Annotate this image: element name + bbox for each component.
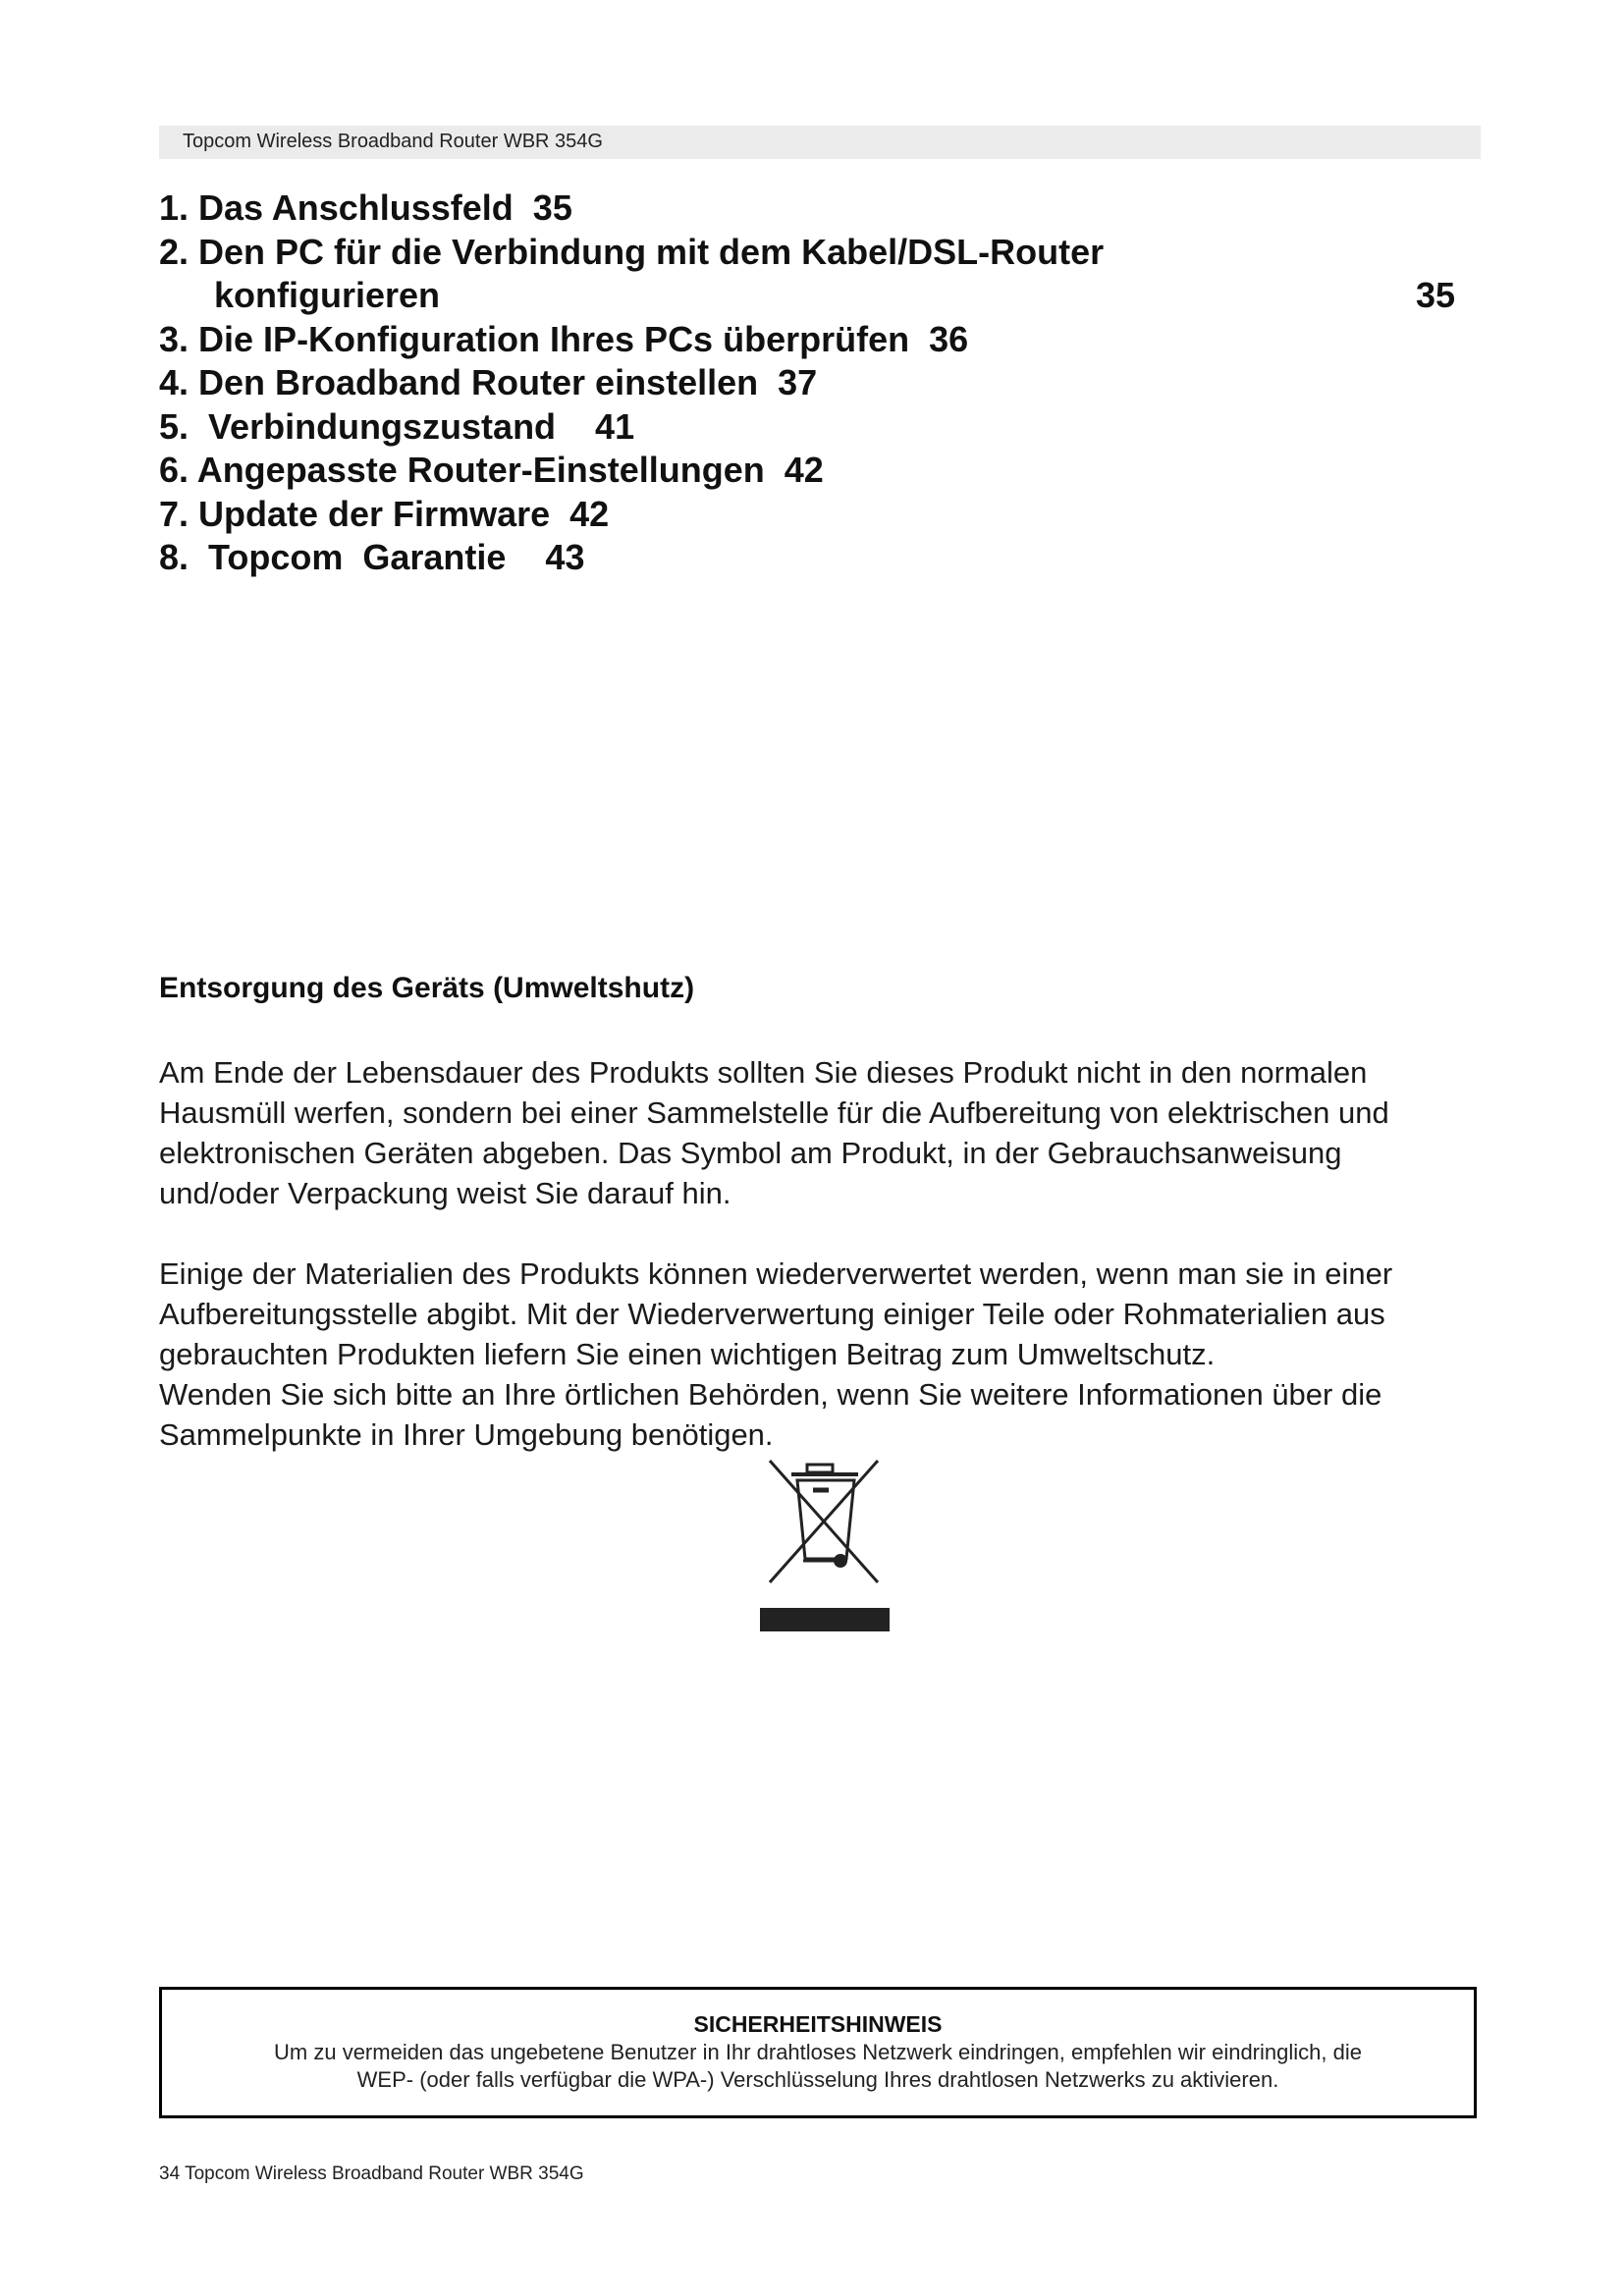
toc-item[interactable]: 1. Das Anschlussfeld 35 <box>159 187 572 228</box>
notice-line: Um zu vermeiden das ungebetene Benutzer in Ihr drahtloses Netzwerk eindringen, empfehlen wir eindringlich, die <box>274 2040 1362 2064</box>
notice-title: SICHERHEITSHINWEIS <box>693 2011 943 2037</box>
table-of-contents <box>159 187 1455 580</box>
page-header <box>159 126 1481 159</box>
recycling-paragraph: Einige der Materialien des Produkts können wiederverwertet werden, wenn man sie in einer Aufbereitungsstelle abgibt. Mit der Wiederverwertung einiger Teile oder Rohmaterialien aus gebrauchten Produkten liefern Sie einen wichtigen Beitrag zum Umweltschutz. Wenden Sie sich bitte an Ihre örtlichen Behörden, wenn Sie weitere Informationen über die Sammelpunkte in Ihrer Umgebung benötigen. <box>159 1256 1393 1452</box>
toc-item[interactable]: 8. Topcom Garantie 43 <box>159 537 585 577</box>
toc-item[interactable]: 3. Die IP-Konfiguration Ihres PCs überprüfen 36 <box>159 318 969 359</box>
weee-crossed-bin-icon <box>756 1451 893 1633</box>
header-title: Topcom Wireless Broadband Router WBR 354G <box>183 131 603 152</box>
toc-item[interactable]: 6. Angepasste Router-Einstellungen 42 <box>159 450 824 490</box>
notice-line: WEP- (oder falls verfügbar die WPA-) Verschlüsselung Ihres drahtlosen Netzwerks zu aktivieren. <box>356 2067 1279 2092</box>
toc-item[interactable]: 4. Den Broadband Router einstellen 37 <box>159 362 818 402</box>
toc-item[interactable]: 5. Verbindungszustand 41 <box>159 405 635 447</box>
toc-item[interactable]: konfigurieren 35 <box>214 275 1455 315</box>
toc-item[interactable]: 2. Den PC für die Verbindung mit dem Kabel/DSL-Router <box>159 231 1105 272</box>
section-title: Entsorgung des Geräts (Umweltshutz) <box>159 972 695 1004</box>
toc-page-number: 35 <box>1415 275 1455 315</box>
toc-item[interactable]: 7. Update der Firmware 42 <box>159 493 610 534</box>
security-notice-box <box>159 1987 1477 2118</box>
disposal-paragraph: Am Ende der Lebensdauer des Produkts sollten Sie dieses Produkt nicht in den normalen Hausmüll werfen, sondern bei einer Sammelstelle für die Aufbereitung von elektrischen und elektronischen Geräten abgeben. Das Symbol am Produkt, in der Gebrauchsanweisung und/oder Verpackung weist Sie darauf hin. <box>159 1055 1389 1210</box>
page-footer: 34 Topcom Wireless Broadband Router WBR 354G <box>159 2163 584 2184</box>
